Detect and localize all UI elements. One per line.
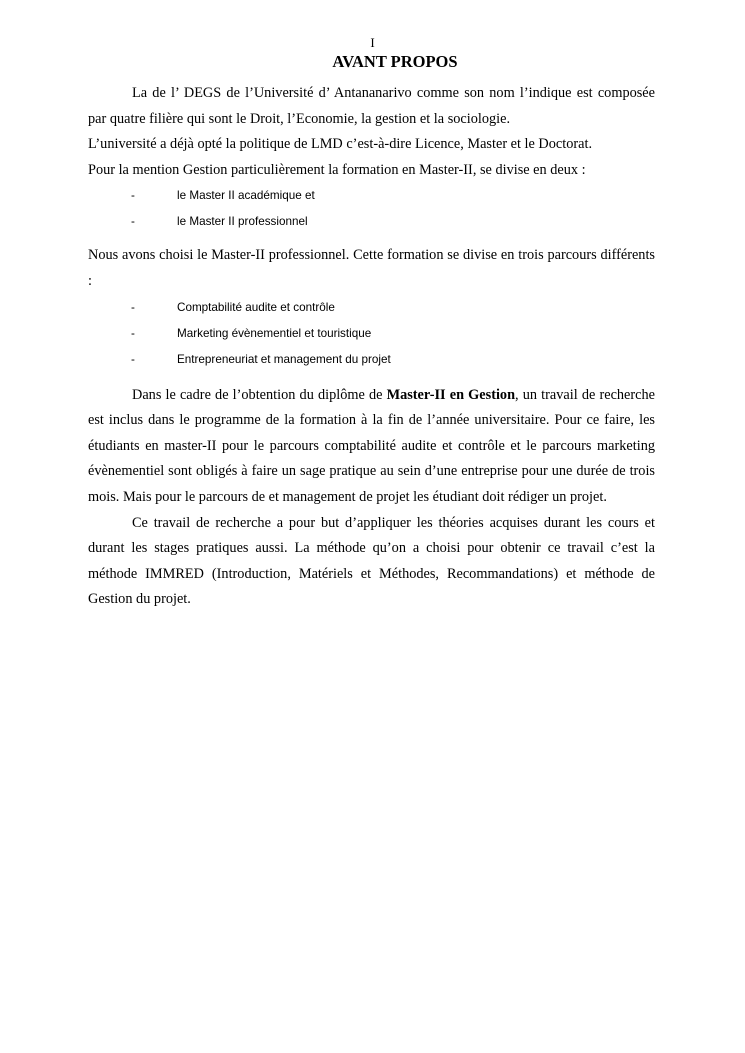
list-item <box>88 295 655 321</box>
list-dash: - <box>131 215 135 229</box>
master-types-list <box>88 183 655 235</box>
list-item <box>88 209 655 235</box>
list-dash: - <box>131 189 135 203</box>
intro-paragraph: La de l’ DEGS de l’Université d’ Antananarivo comme son nom l’indique est composée par quatre filière qui sont le Droit, l’Economie, la gestion et la sociologie. <box>88 85 655 127</box>
list-item <box>88 183 655 209</box>
list-dash: - <box>131 326 135 340</box>
list-item-text: Entrepreneuriat et management du projet <box>177 352 391 366</box>
parcours-paragraph: Nous avons choisi le Master-II professionnel. Cette formation se divise en trois parcours différents : <box>88 247 655 289</box>
page-title: AVANT PROPOS <box>332 52 458 71</box>
list-item-text: le Master II académique et <box>177 189 315 203</box>
gestion-paragraph: Pour la mention Gestion particulièrement la formation en Master-II, se divise en deux : <box>88 161 586 178</box>
lmd-paragraph: L’université a déjà opté la politique de LMD c’est-à-dire Licence, Master et le Doctorat. <box>88 136 593 153</box>
degree-name: Master-II en Gestion <box>386 386 516 403</box>
parcours-list <box>88 295 655 373</box>
list-dash: - <box>131 352 135 366</box>
research-paragraph <box>88 383 655 511</box>
research-text-after: , un travail de recherche est inclus dans le programme de la formation à la fin de l’année universitaire. Pour ce faire, les étudiants en master-II pour le parcours comptabilité audite et contrôle et le parcours marketing évènementiel sont obligés à faire un sage pratique au sein d’une entreprise pour une durée de trois mois. Mais pour le parcours de et management de projet les étudiant doit rédiger un projet. <box>88 386 656 505</box>
document-body <box>88 81 655 613</box>
list-dash: - <box>131 300 135 314</box>
list-item-text: Marketing évènementiel et touristique <box>177 326 372 340</box>
page-number: I <box>370 35 375 50</box>
method-paragraph: Ce travail de recherche a pour but d’appliquer les théories acquises durant les cours et durant les stages pratiques aussi. La méthode qu’on a choisi pour obtenir ce travail c’est la méthode IMMRED (Introduction, Matériels et Méthodes, Recommandations) et méthode de Gestion du projet. <box>88 514 655 608</box>
list-item <box>88 321 655 347</box>
research-text-before: Dans le cadre de l’obtention du diplôme de <box>132 386 387 403</box>
list-item-text: le Master II professionnel <box>177 215 308 229</box>
list-item <box>88 347 655 373</box>
list-item-text: Comptabilité audite et contrôle <box>177 300 335 314</box>
